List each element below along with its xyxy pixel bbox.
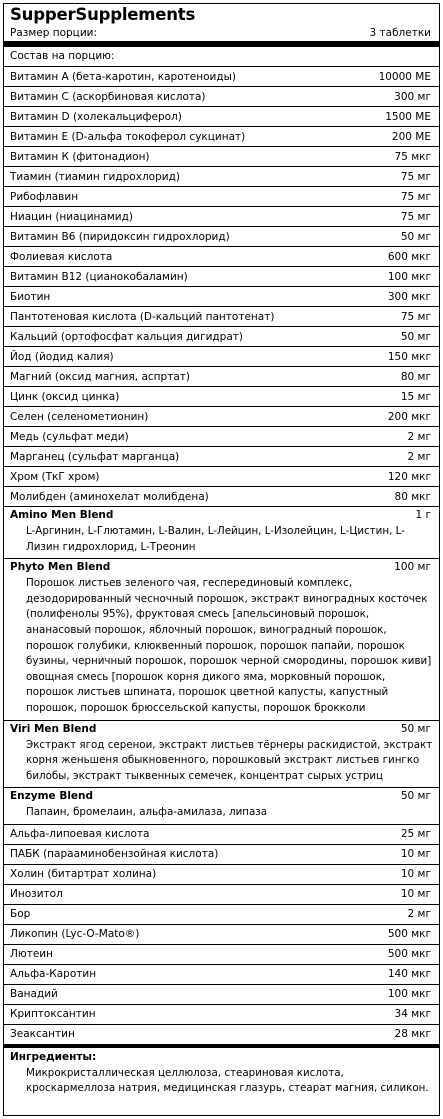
extras-list: [4, 824, 439, 1044]
nutrient-name: Медь (сульфат меди): [10, 430, 129, 443]
serving-size-value: 3 таблетки: [369, 27, 431, 39]
nutrient-amount: 600 мкг: [387, 250, 431, 263]
nutrient-name: Тиамин (тиамин гидрохлорид): [10, 170, 180, 183]
nutrient-amount: 2 мг: [407, 908, 431, 921]
nutrient-name: Витамин В12 (цианокобаламин): [10, 270, 188, 283]
nutrient-name: Рибофлавин: [10, 190, 79, 203]
nutrient-row: [4, 366, 439, 386]
blend-header: [4, 559, 439, 575]
nutrient-row: [4, 106, 439, 126]
serving-size-row: [4, 26, 439, 41]
nutrient-row: [4, 406, 439, 426]
nutrient-amount: 75 мг: [400, 170, 431, 183]
nutrient-row: [4, 146, 439, 166]
nutrient-name: Кальций (ортофосфат кальция дигидрат): [10, 330, 243, 343]
nutrient-amount: 200 мкг: [387, 410, 431, 423]
blend-name: Amino Men Blend: [10, 509, 114, 521]
nutrient-amount: 150 мкг: [387, 350, 431, 363]
blend-amount: 50 мг: [400, 790, 431, 803]
nutrient-amount: 75 мг: [400, 210, 431, 223]
nutrient-amount: 15 мг: [400, 390, 431, 403]
blend-contents: L-Аргинин, L-Глютамин, L-Валин, L-Лейцин, L-Изолейцин, L-Цистин, L-Лизин гидрохлорид, L-Треонин: [26, 525, 405, 553]
nutrient-row: [4, 844, 439, 864]
nutrient-name: Марганец (сульфат марганца): [10, 450, 180, 463]
nutrient-name: Молибден (аминохелат молибдена): [10, 490, 209, 503]
nutrient-name: Альфа-Каротин: [10, 968, 97, 981]
nutrient-amount: 10 мг: [400, 888, 431, 901]
nutrient-name: Витамин В6 (пиридоксин гидрохлорид): [10, 230, 230, 243]
nutrient-amount: 10 мг: [400, 848, 431, 861]
nutrient-name: Ниацин (ниацинамид): [10, 210, 133, 223]
nutrient-name: Инозитол: [10, 888, 63, 901]
blend-amount: 1 г: [415, 509, 431, 521]
supplement-facts-label: [3, 3, 440, 1116]
nutrient-amount: 120 мкг: [387, 470, 431, 483]
serving-size-label: Размер порции:: [10, 27, 98, 39]
nutrient-row: [4, 984, 439, 1004]
nutrient-amount: 34 мкг: [394, 1008, 431, 1021]
nutrient-name: Витамин D (холекальциферол): [10, 110, 182, 123]
blend-section: [4, 787, 439, 824]
nutrient-amount: 75 мг: [400, 310, 431, 323]
nutrient-row: [4, 1024, 439, 1044]
nutrient-name: Бор: [10, 908, 31, 921]
nutrient-amount: 10 мг: [400, 868, 431, 881]
nutrient-row: [4, 884, 439, 904]
ingredients-title: Ингредиенты:: [10, 1050, 97, 1063]
nutrient-amount: 100 мкг: [387, 270, 431, 283]
per-serving-header: Состав на порцию:: [10, 50, 115, 62]
nutrient-row: [4, 824, 439, 844]
nutrient-name: Хром (ТкГ хром): [10, 470, 100, 483]
nutrient-row: [4, 864, 439, 884]
nutrient-amount: 50 мг: [400, 230, 431, 243]
nutrient-row: [4, 326, 439, 346]
nutrient-row: [4, 306, 439, 326]
nutrient-amount: 80 мкг: [394, 490, 431, 503]
nutrient-amount: 500 мкг: [387, 928, 431, 941]
nutrient-amount: 300 мг: [394, 90, 431, 103]
nutrient-name: Селен (селенометионин): [10, 410, 149, 423]
nutrient-row: [4, 206, 439, 226]
nutrient-amount: 1500 МЕ: [385, 110, 431, 123]
nutrient-row: [4, 386, 439, 406]
blends-list: [4, 506, 439, 824]
nutrient-name: Холин (битартрат холина): [10, 868, 157, 881]
brand-title: SupperSupplements: [10, 5, 196, 24]
nutrient-amount: 50 мг: [400, 330, 431, 343]
nutrient-amount: 300 мкг: [387, 290, 431, 303]
nutrient-row: [4, 944, 439, 964]
nutrient-row: [4, 1004, 439, 1024]
nutrient-amount: 140 мкг: [387, 968, 431, 981]
blend-amount: 50 мг: [400, 722, 431, 735]
nutrient-amount: 500 мкг: [387, 948, 431, 961]
blend-contents: Порошок листьев зеленого чая, гесперединовый комплекс, дезодорированный чесночный порошок, экстракт виноградных косточек (полифенолы 95%), фруктовая смесь [апельсиновый порошок, ананасовый порошок, яблочный порошок, виноградный порошок, порошок голубики, клюквенный порошок, порошок папайи, порошок бузины, черничный порошок, порошок черной смородины, порошок киви] овощная смесь [порошок корня дикого яма, морковный порошок, порошок листьев шпината, порошок цветной капусты, капустный порошок, порошок брюссельской капусты, порошок брокколи: [26, 577, 432, 714]
nutrient-name: Витамин Е (D-альфа токоферол сукцинат): [10, 130, 246, 143]
nutrient-row: [4, 904, 439, 924]
nutrient-name: Ликопин (Lyc-O-Mato®): [10, 928, 140, 941]
nutrient-row: [4, 86, 439, 106]
blend-header: [4, 788, 439, 804]
nutrient-amount: 25 мг: [400, 828, 431, 841]
nutrient-row: [4, 186, 439, 206]
nutrient-row: [4, 246, 439, 266]
nutrient-name: Магний (оксид магния, аспртат): [10, 370, 190, 383]
nutrient-amount: 28 мкг: [394, 1028, 431, 1041]
nutrients-list: [4, 66, 439, 506]
blend-contents: Экстракт ягод серенои, экстракт листьев тёрнеры раскидистой, экстракт корня женьшеня обыкновенного, порошковый экстракт листьев гингко билобы, экстракт тыквенных семечек, концентрат сырых устриц: [26, 738, 433, 782]
nutrient-name: Ванадий: [10, 988, 58, 1001]
nutrient-amount: 75 мг: [400, 190, 431, 203]
blend-name: Enzyme Blend: [10, 790, 94, 803]
nutrient-row: [4, 466, 439, 486]
nutrient-row: [4, 446, 439, 466]
nutrient-row: [4, 964, 439, 984]
nutrient-row: [4, 126, 439, 146]
nutrient-name: Йод (йодид калия): [10, 350, 114, 363]
nutrient-amount: 2 мг: [407, 450, 431, 463]
nutrient-name: Пантотеновая кислота (D-кальций пантотенат): [10, 310, 275, 323]
blend-header: [4, 507, 439, 523]
nutrient-row: [4, 66, 439, 86]
nutrient-row: [4, 486, 439, 506]
nutrient-row: [4, 286, 439, 306]
nutrient-name: ПАБК (парааминобензойная кислота): [10, 848, 219, 861]
nutrient-row: [4, 346, 439, 366]
nutrient-row: [4, 924, 439, 944]
nutrient-amount: 200 МЕ: [391, 130, 431, 143]
blend-contents: Папаин, бромелаин, альфа-амилаза, липаза: [26, 806, 268, 819]
blend-section: [4, 720, 439, 788]
nutrient-row: [4, 266, 439, 286]
nutrient-amount: 10000 МЕ: [378, 70, 431, 83]
blend-section: [4, 506, 439, 558]
nutrient-row: [4, 166, 439, 186]
nutrient-name: Биотин: [10, 290, 51, 303]
nutrient-name: Цинк (оксид цинка): [10, 390, 120, 403]
nutrient-name: Альфа-липоевая кислота: [10, 828, 150, 841]
nutrient-name: Лютеин: [10, 948, 53, 961]
blend-section: [4, 558, 439, 719]
nutrient-amount: 2 мг: [407, 430, 431, 443]
blend-name: Phyto Men Blend: [10, 561, 111, 574]
blend-amount: 100 мг: [394, 561, 431, 574]
nutrient-name: Витамин А (бета-каротин, каротеноиды): [10, 70, 236, 83]
nutrient-amount: 80 мг: [400, 370, 431, 383]
nutrient-name: Витамин С (аскорбиновая кислота): [10, 90, 206, 103]
nutrient-row: [4, 426, 439, 446]
nutrient-name: Зеаксантин: [10, 1028, 75, 1041]
nutrient-amount: 100 мкг: [387, 988, 431, 1001]
nutrient-name: Криптоксантин: [10, 1008, 96, 1021]
ingredients-text: Микрокристаллическая целлюлоза, стеариновая кислота, кроскармеллоза натрия, медицинская глазурь, стеарат магния, силикон.: [26, 1066, 429, 1095]
nutrient-row: [4, 226, 439, 246]
blend-header: [4, 721, 439, 737]
nutrient-amount: 75 мкг: [394, 150, 431, 163]
nutrient-name: Витамин К (фитонадион): [10, 150, 150, 163]
blend-name: Viri Men Blend: [10, 722, 97, 735]
nutrient-name: Фолиевая кислота: [10, 250, 113, 263]
